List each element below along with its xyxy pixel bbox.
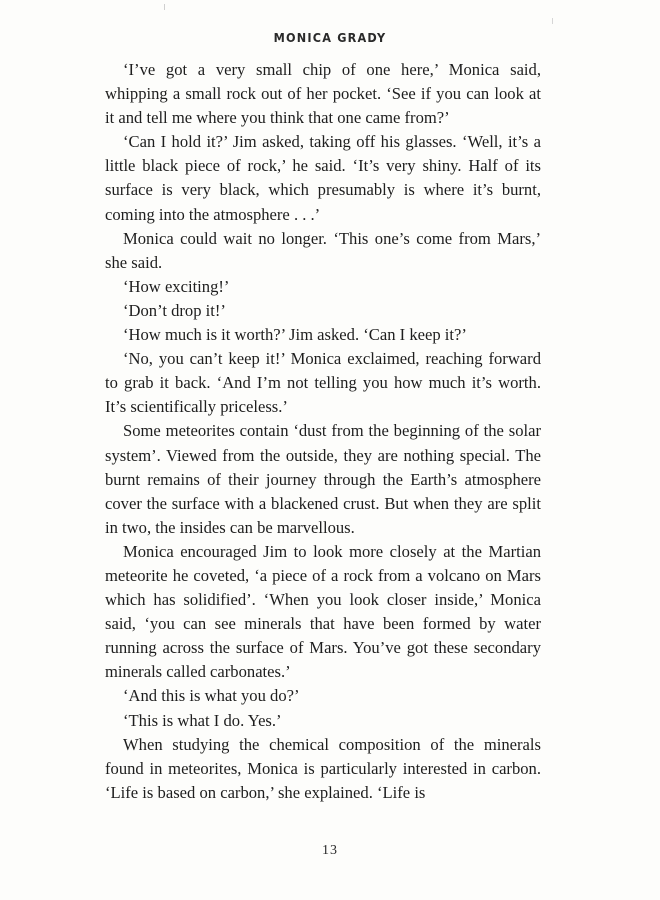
body-text [105, 58, 541, 805]
scan-mark [552, 18, 553, 24]
running-head: MONICA GRADY [273, 30, 387, 45]
paragraph: When studying the chemical composition of the minerals found in meteorites, Monica is particularly interested in carbon. ‘Life is based on carbon,’ she explained. ‘Life is [105, 734, 541, 802]
paragraph: Monica encouraged Jim to look more closely at the Martian meteorite he coveted, ‘a piece of a rock from a volcano on Mars which has solidified’. ‘When you look closer inside,’ Monica said, ‘you can see minerals that have been formed by water running across the surface of Mars. You’ve got these secondary minerals called carbonates.’ [105, 541, 541, 682]
scan-mark [164, 4, 165, 10]
page-number: 13 [322, 843, 338, 858]
paragraph: ‘This is what I do. Yes.’ [123, 710, 282, 730]
paragraph: Monica could wait no longer. ‘This one’s come from Mars,’ she said. [105, 228, 541, 272]
paragraph: ‘I’ve got a very small chip of one here,’ Monica said, whipping a small rock out of her pocket. ‘See if you can look at it and tell me where you think that one came from?’ [105, 60, 541, 128]
paragraph: ‘And this is what you do?’ [123, 686, 300, 706]
paragraph: ‘No, you can’t keep it!’ Monica exclaimed, reaching forward to grab it back. ‘And I’m not telling you how much it’s worth. It’s scientifically priceless.’ [105, 349, 541, 417]
paragraph: Some meteorites contain ‘dust from the beginning of the solar system’. Viewed from the outside, they are nothing special. The burnt remains of their journey through the Earth’s atmosphere cover the surface with a blackened crust. But when they are split in two, the insides can be marvellous. [105, 421, 541, 537]
paragraph: ‘Can I hold it?’ Jim asked, taking off his glasses. ‘Well, it’s a little black piece of rock,’ he said. ‘It’s very shiny. Half of its surface is very black, which presumably is where it’s burnt, coming into the atmosphere . . .’ [105, 132, 541, 224]
paragraph: ‘How exciting!’ [123, 276, 230, 296]
paragraph: ‘How much is it worth?’ Jim asked. ‘Can I keep it?’ [123, 325, 467, 345]
paragraph: ‘Don’t drop it!’ [123, 300, 226, 320]
